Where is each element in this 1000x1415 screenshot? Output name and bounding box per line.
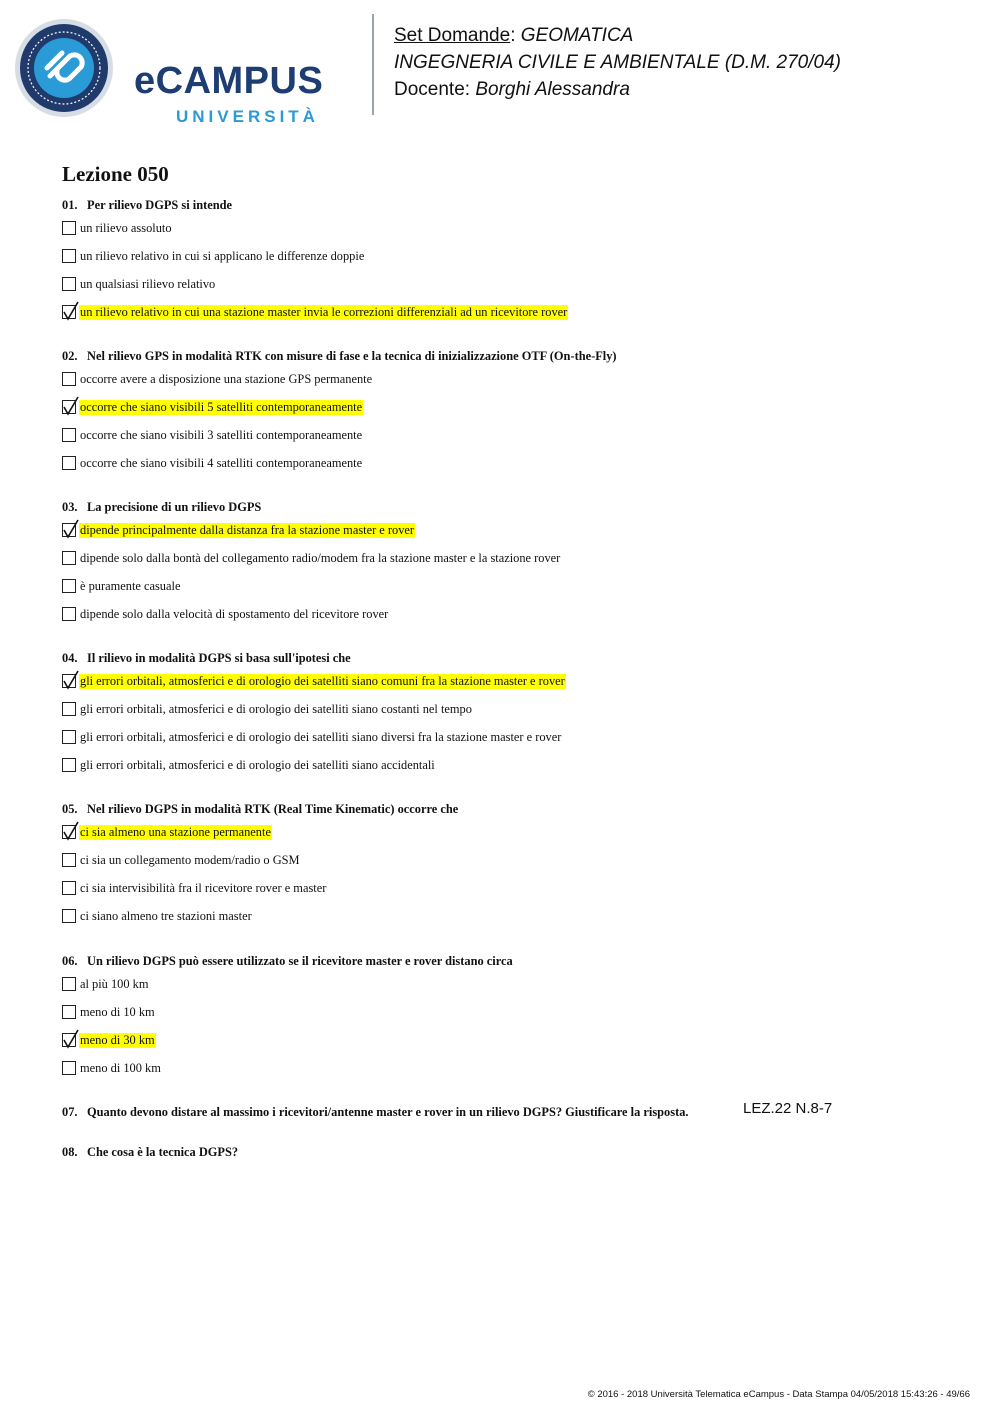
answer-option[interactable] — [62, 248, 365, 264]
selected-answer-text: un rilievo relativo in cui una stazione master invia le correzioni differenziali ad un ricevitore rover — [80, 304, 568, 319]
page-footer: © 2016 - 2018 Università Telematica eCampus - Data Stampa 04/05/2018 15:43:26 - 49/66 — [587, 1389, 970, 1400]
selected-answer-text: dipende principalmente dalla distanza fra la stazione master e rover — [80, 522, 415, 537]
answer-text: dipende solo dalla velocità di spostamento del ricevitore rover — [80, 606, 389, 621]
question-number: 03. — [62, 500, 78, 514]
checkbox-icon[interactable] — [62, 400, 76, 414]
selected-answer-text: meno di 30 km — [80, 1032, 155, 1047]
answer-option[interactable] — [62, 852, 301, 868]
answer-option[interactable] — [62, 701, 473, 717]
answer-text: un rilievo relativo in cui si applicano le differenze doppie — [80, 248, 365, 263]
checkbox-icon[interactable] — [62, 825, 76, 839]
checkbox-icon[interactable] — [62, 977, 76, 991]
answer-text: gli errori orbitali, atmosferici e di orologio dei satelliti siano accidentali — [80, 757, 435, 772]
checkbox-icon[interactable] — [62, 372, 76, 386]
answer-text: ci siano almeno tre stazioni master — [80, 908, 252, 923]
checkbox-icon[interactable] — [62, 221, 76, 235]
set-label: Set Domande — [394, 25, 511, 46]
selected-answer-text: ci sia almeno una stazione permanente — [80, 824, 271, 839]
checkbox-icon[interactable] — [62, 551, 76, 565]
checkmark-icon — [62, 396, 80, 416]
brand-name: eCAMPUS — [134, 60, 324, 102]
checkbox-icon[interactable] — [62, 1033, 76, 1047]
answer-text: ci sia un collegamento modem/radio o GSM — [80, 852, 300, 867]
answer-option[interactable] — [62, 673, 566, 689]
answer-option[interactable] — [62, 522, 415, 538]
selected-answer-text: occorre che siano visibili 5 satelliti contemporaneamente — [80, 399, 363, 414]
answer-text: un qualsiasi rilievo relativo — [80, 276, 216, 291]
question-number: 02. — [62, 349, 78, 363]
answer-text: un rilievo assoluto — [80, 220, 172, 235]
answer-option[interactable] — [62, 455, 363, 471]
question-7 — [62, 1105, 688, 1120]
question-number: 01. — [62, 198, 78, 212]
question-text: Nel rilievo GPS in modalità RTK con misure di fase e la tecnica di inizializzazione OTF (On-the-Fly) — [87, 349, 617, 363]
question-text: Un rilievo DGPS può essere utilizzato se il ricevitore master e rover distano circa — [87, 954, 513, 968]
document-header — [394, 22, 841, 103]
answer-option[interactable] — [62, 371, 373, 387]
answer-text: gli errori orbitali, atmosferici e di orologio dei satelliti siano diversi fra la stazione master e rover — [80, 729, 562, 744]
checkbox-icon[interactable] — [62, 881, 76, 895]
answer-text: ci sia intervisibilità fra il ricevitore rover e master — [80, 880, 327, 895]
checkmark-icon — [62, 301, 80, 321]
ecampus-seal-icon — [14, 18, 114, 118]
question-text: Nel rilievo DGPS in modalità RTK (Real Time Kinematic) occorre che — [87, 802, 459, 816]
answer-option[interactable] — [62, 880, 327, 896]
answer-text: occorre avere a disposizione una stazione GPS permanente — [80, 371, 373, 386]
checkbox-icon[interactable] — [62, 428, 76, 442]
checkbox-icon[interactable] — [62, 853, 76, 867]
answer-option[interactable] — [62, 399, 363, 415]
checkbox-icon[interactable] — [62, 758, 76, 772]
checkbox-icon[interactable] — [62, 702, 76, 716]
question-text: Che cosa è la tecnica DGPS? — [87, 1145, 239, 1159]
answer-option[interactable] — [62, 606, 389, 622]
checkmark-icon — [62, 519, 80, 539]
selected-answer-text: gli errori orbitali, atmosferici e di orologio dei satelliti siano comuni fra la stazione master e rover — [80, 673, 565, 688]
answer-option[interactable] — [62, 550, 561, 566]
teacher-name: Borghi Alessandra — [475, 79, 630, 100]
checkmark-icon — [62, 1029, 80, 1049]
question-6 — [62, 954, 513, 969]
set-separator: : — [510, 25, 521, 46]
question-text: Il rilievo in modalità DGPS si basa sull'ipotesi che — [87, 651, 351, 665]
answer-text: al più 100 km — [80, 976, 149, 991]
checkbox-icon[interactable] — [62, 249, 76, 263]
course-name: INGEGNERIA CIVILE E AMBIENTALE (D.M. 270/04) — [394, 52, 841, 73]
answer-option[interactable] — [62, 427, 363, 443]
checkbox-icon[interactable] — [62, 579, 76, 593]
question-5 — [62, 802, 458, 817]
question-number: 06. — [62, 954, 78, 968]
checkbox-icon[interactable] — [62, 456, 76, 470]
answer-option[interactable] — [62, 220, 173, 236]
answer-option[interactable] — [62, 276, 216, 292]
question-1 — [62, 198, 232, 213]
answer-option[interactable] — [62, 1060, 162, 1076]
answer-option[interactable] — [62, 824, 272, 840]
answer-text: occorre che siano visibili 4 satelliti contemporaneamente — [80, 455, 363, 470]
teacher-label: Docente: — [394, 79, 476, 100]
answer-text: è puramente casuale — [80, 578, 181, 593]
ecampus-logo — [14, 18, 359, 126]
checkbox-icon[interactable] — [62, 909, 76, 923]
question-4 — [62, 651, 351, 666]
answer-text: meno di 10 km — [80, 1004, 155, 1019]
checkbox-icon[interactable] — [62, 305, 76, 319]
answer-option[interactable] — [62, 729, 562, 745]
question-3 — [62, 500, 261, 515]
question-number: 05. — [62, 802, 78, 816]
answer-text: meno di 100 km — [80, 1060, 161, 1075]
question-2 — [62, 349, 617, 364]
answer-option[interactable] — [62, 757, 436, 773]
question-text: Per rilievo DGPS si intende — [87, 198, 233, 212]
checkbox-icon[interactable] — [62, 730, 76, 744]
answer-text: occorre che siano visibili 3 satelliti contemporaneamente — [80, 427, 363, 442]
checkbox-icon[interactable] — [62, 1005, 76, 1019]
answer-text: dipende solo dalla bontà del collegamento radio/modem fra la stazione master e la stazione rover — [80, 550, 561, 565]
handwritten-note: LEZ.22 N.8-7 — [743, 1100, 833, 1117]
question-8 — [62, 1145, 238, 1160]
answer-text: gli errori orbitali, atmosferici e di orologio dei satelliti siano costanti nel tempo — [80, 701, 472, 716]
checkmark-icon — [62, 821, 80, 841]
question-number: 08. — [62, 1145, 78, 1159]
set-value: GEOMATICA — [520, 25, 634, 46]
checkbox-icon[interactable] — [62, 277, 76, 291]
answer-option[interactable] — [62, 304, 568, 320]
answer-option[interactable] — [62, 908, 253, 924]
answer-option[interactable] — [62, 1032, 156, 1048]
question-number: 04. — [62, 651, 78, 665]
checkmark-icon — [62, 670, 80, 690]
checkbox-icon[interactable] — [62, 1061, 76, 1075]
question-text: La precisione di un rilievo DGPS — [87, 500, 262, 514]
lesson-title: Lezione 050 — [62, 162, 169, 186]
checkbox-icon[interactable] — [62, 607, 76, 621]
question-text: Quanto devono distare al massimo i ricevitori/antenne master e rover in un rilievo DGPS? Giustificare la risposta. — [87, 1105, 689, 1119]
header-divider — [372, 14, 374, 115]
answer-option[interactable] — [62, 976, 150, 992]
checkbox-icon[interactable] — [62, 523, 76, 537]
question-number: 07. — [62, 1105, 78, 1119]
answer-option[interactable] — [62, 578, 181, 594]
brand-subtitle: UNIVERSITÀ — [176, 107, 319, 126]
teacher-line — [394, 76, 841, 103]
set-line — [394, 22, 841, 49]
checkbox-icon[interactable] — [62, 674, 76, 688]
answer-option[interactable] — [62, 1004, 156, 1020]
